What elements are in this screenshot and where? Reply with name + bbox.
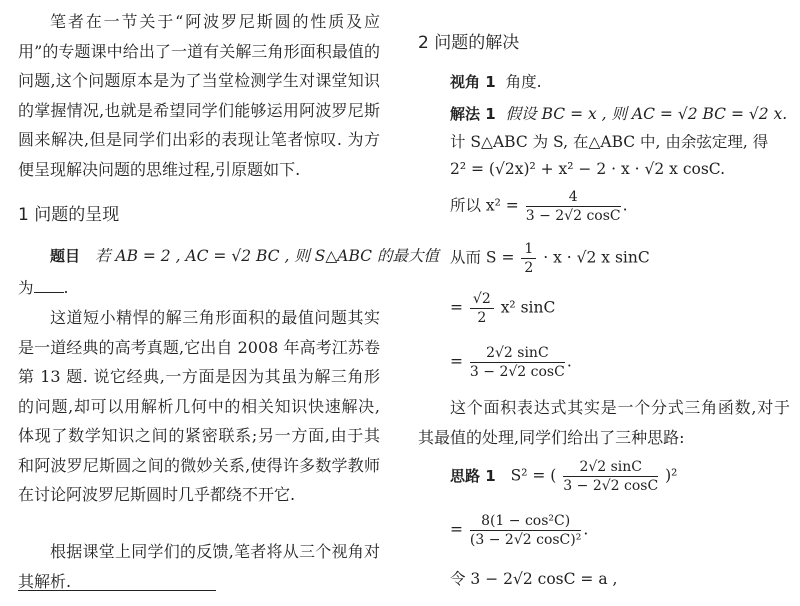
math-line-11: = $\frac{\text{8(1 − cos²C)}}{\text{(3 − 2√2 cosC)²}}$ . — [450, 513, 589, 548]
paragraph-3: 根据课堂上同学们的反馈,笔者将从三个视角对其解析. — [18, 542, 380, 591]
section2-title: 2 问题的解决 — [418, 33, 520, 53]
problem-line — [50, 244, 439, 266]
idea1-numerator: 2√2 sinC — [563, 458, 658, 477]
view1-text: 角度. — [505, 73, 542, 91]
fraction-idea1 — [563, 458, 658, 495]
l7-suffix: x² sinC — [500, 298, 556, 317]
solution1-line — [450, 102, 787, 124]
intro-paragraph: 笔者在一节关于“阿波罗尼斯圆的性质及应用”的专题课中给出了一道有关解三角形面积最值的问题,这个问题原本是为了当堂检测学生对课堂知识的掌握情况,也就是希望同学们能够运用阿波罗尼斯圆来解决,但是同学们出彩的表现让笔者惊叹. 为方便呈现解决问题的思维过程,引原题如下. — [18, 12, 380, 179]
math-line-5: 所以 x² = $\frac{4}{3 - 2√2 \cos C}$ . — [450, 189, 628, 224]
idea1-suffix: )² — [665, 466, 678, 485]
problem-text: 若 AB = 2 , AC = √2 BC , 则 S△ABC 的最大值 — [94, 247, 439, 265]
section1-title: 1 问题的呈现 — [18, 205, 120, 225]
l7-denominator: 2 — [477, 310, 487, 326]
right-paragraph: 这个面积表达式其实是一个分式三角函数,对于其最值的处理,同学们给出了三种思路: — [418, 398, 790, 447]
fraction-l11 — [470, 512, 581, 549]
view1-line — [450, 70, 542, 92]
l6-denominator: 2 — [524, 260, 534, 276]
l6-suffix: · x · √2 x sinC — [543, 248, 650, 267]
idea1-line — [450, 458, 677, 495]
solution1-label: 解法 1 — [450, 105, 496, 123]
problem-tail-text: 为 — [18, 279, 34, 297]
answer-blank — [34, 280, 64, 293]
idea1-prefix: S² = ( — [510, 466, 557, 485]
fraction-l6 — [521, 240, 536, 277]
view1-label: 视角 1 — [450, 73, 496, 91]
math-line-6 — [450, 240, 650, 277]
fraction-l5 — [526, 188, 621, 225]
l11-denominator: (3 − 2√2 cosC)² — [469, 532, 582, 548]
idea1-label: 思路 1 — [450, 466, 496, 485]
l5-prefix: 所以 x² = — [450, 196, 519, 215]
l5-numerator: 4 — [526, 188, 621, 207]
l7-numerator: √2 — [470, 290, 494, 309]
idea1-denominator: 3 − 2√2 cosC — [563, 478, 659, 494]
math-line-8: = $\frac{2√2 \sin C}{3 - 2√2 \cos C}$ . — [450, 345, 572, 380]
math-line-4: 2² = (√2x)² + x² − 2 · x · √2 x cosC. — [450, 160, 726, 178]
l6-prefix: 从而 S = — [450, 248, 515, 267]
fraction-l7 — [470, 290, 494, 327]
footnote-rule — [18, 590, 216, 591]
math-line-3: 计 S△ABC 为 S, 在△ABC 中, 由余弦定理, 得 — [450, 133, 769, 151]
l8-numerator: 2√2 sinC — [470, 344, 565, 363]
l6-numerator: 1 — [521, 240, 536, 259]
math-line-12: 令 3 − 2√2 cosC = a , — [450, 570, 618, 588]
problem-label: 题目 — [50, 247, 81, 265]
l11-numerator: 8(1 − cos²C) — [470, 512, 581, 531]
math-line-7: = $\frac{√2}{2}$ x² sinC — [450, 291, 556, 326]
l5-denominator: 3 − 2√2 cosC — [525, 208, 621, 224]
solution1-text: 假设 BC = x , 则 AC = √2 BC = √2 x. — [505, 105, 788, 123]
paragraph-2: 这道短小精悍的解三角形面积的最值问题其实是一道经典的高考真题,它出自 2008 年高考江苏卷第 13 题. 说它经典,一方面是因为其虽为解三角形的问题,却可以用解析几何中的相关知识快速解决,体现了数学知识之间的紧密联系;另一方面,由于其和阿波罗尼斯圆之间的微妙关系,使得许多数学教师在讨论阿波罗尼斯圆时几乎都绕不开它. — [18, 308, 380, 504]
problem-tail: 为 . — [18, 279, 69, 297]
l8-denominator: 3 − 2√2 cosC — [469, 364, 565, 380]
fraction-l8 — [470, 344, 565, 381]
